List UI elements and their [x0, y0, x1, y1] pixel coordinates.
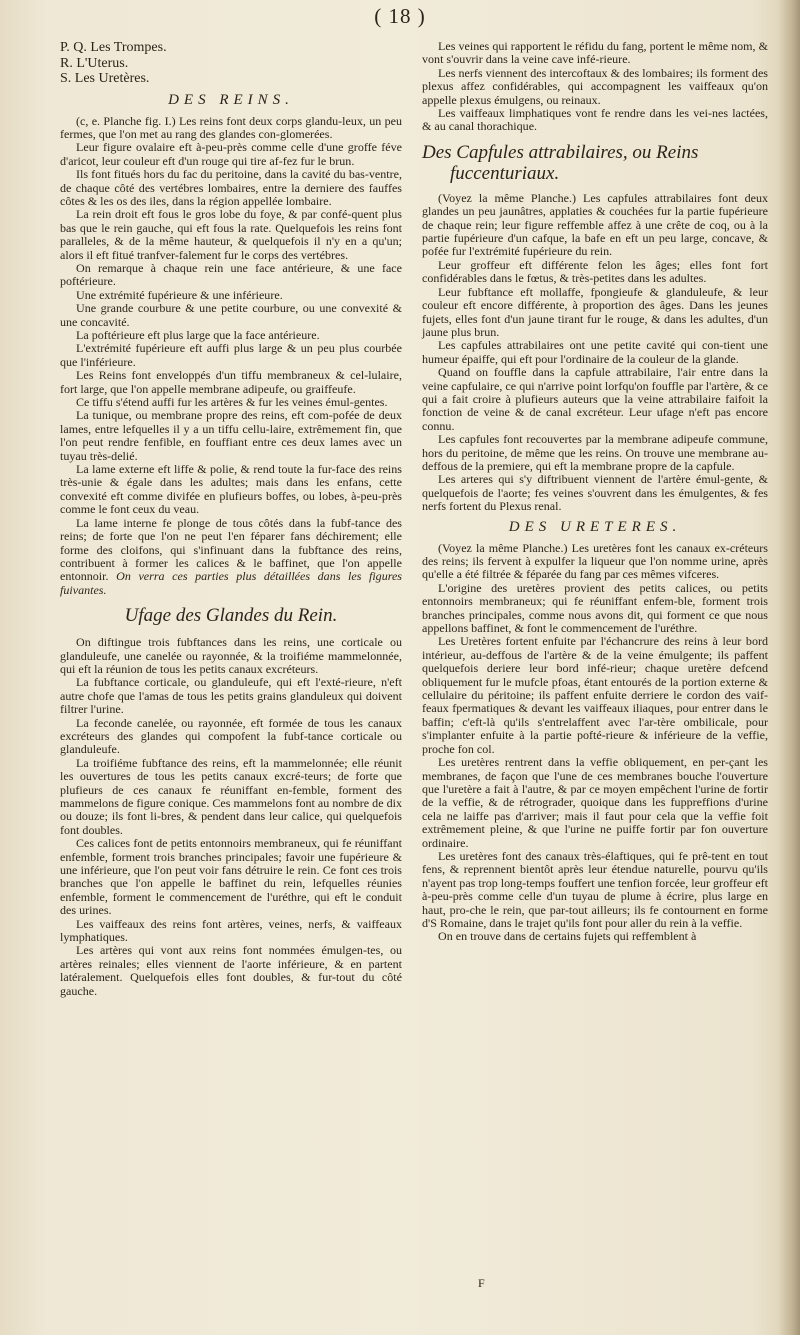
paragraph: Les veines qui rapportent le réfidu du fang, portent le même nom, & vont s'ouvrir dans la veine cave infé-rieure.	[422, 39, 768, 67]
paragraph: Ils font fitués hors du fac du peritoine, dans la cavité du bas-ventre, de chaque côté des vertébres lombaires, entre la derniere des fauffes côtes & les os des iles, dans la région appellée lombaire.	[60, 167, 402, 208]
paragraph: Les vaiffeaux limphatiques vont fe rendre dans les vei-nes lactées, & au canal thorachique.	[422, 106, 768, 134]
paragraph: On diftingue trois fubftances dans les reins, une corticale ou glanduleufe, une canelée ou rayonnée, & la troifiéme mammelonnée, qui eft la réunion de tous les petits canaux excréteurs.	[60, 635, 402, 676]
heading-usage-glandes: Ufage des Glandes du Rein.	[124, 605, 338, 627]
italic-note: On verra ces parties plus détaillées dans les figures fuivantes.	[60, 569, 402, 597]
legend-line-r: R. L'Uterus.	[60, 55, 129, 71]
paragraph: La lame externe eft liffe & polie, & rend toute la fur-face des reins très-unie & égale dans les adultes; mais dans les enfans, cette convexité eft comme divifée en plufieurs boffes, ou lobes, à-peu-près comme le font ceux du veau.	[60, 462, 402, 517]
paragraph: La rein droit eft fous le gros lobe du foye, & par confé-quent plus bas que le rein gauche, qui eft fous la rate. Quelquefois les reins font paralleles, & de la même hauteur, & quelquefois il n'y en a qu'un; alors il eft fitué tranfver-falement fur le corps des vertébres.	[60, 207, 402, 262]
paragraph: On remarque à chaque rein une face antérieure, & une face poftérieure.	[60, 260, 402, 289]
heading-des-ureteres: DES URETERES.	[508, 518, 682, 535]
paragraph: Les capfules font recouvertes par la membrane adipeufe commune, hors du peritoine, de même que les reins. On trouve une membrane au-deffous de la premiere, qui eft la membrane propre de la capfule.	[422, 432, 768, 473]
paragraph: Les uretères font des canaux très-élaftiques, qui fe prê-tent en tout fens, & reprennent bientôt après leur étendue naturelle, pourvu qu'ils n'ayent pas trop long-temps fouffert une tenfion forcée, leur groffeur eft à-peu-près comme celle d'un tuyau de plume à écrire, plus large en haut, pro-che le rein, que par-tout ailleurs; ils fe contournent en forme d'S Romaine, dans le trajet qu'ils font pour aller du rein à la veffie.	[422, 848, 768, 930]
paragraph: La troifiéme fubftance des reins, eft la mammelonnée; elle réunit les ouvertures de tous les petits canaux excré-teurs; de forte que plufieurs de ces canaux fe réuniffant en-femble, forment des mammelons de figure conique. Ces mammelons font au nombre de dix ou douze; ils font li-bres, & pendent dans leur calice, qui quelquefois font doubles.	[60, 755, 402, 837]
page-number: ( 18 )	[374, 4, 426, 28]
paragraph: Les capfules attrabilaires ont une petite cavité qui con-tient une humeur épaiffe, qui eft pour l'ordinaire de la couleur de la glande.	[422, 338, 768, 366]
paragraph: Les uretères rentrent dans la veffie obliquement, en per-çant les membranes, de façon que l'une de ces membranes bouche l'ouverture que l'uretère a fait à l'autre, & par ce moyen empêchent l'urine de fortir de la veffie, & de rétrograder, quoique dans les fuppreffions d'urine cela ne laiffe pas d'arriver; mais il faut pour cela que la veffie foit extrêmement pleine, & que l'urine ne puiffe fortir par fon ouverture ordinaire.	[422, 755, 768, 850]
paragraph: Ce tiffu s'étend auffi fur les artères & fur les veines émul-gentes.	[76, 395, 388, 410]
left-column	[60, 40, 402, 998]
paragraph: Les Uretères fortent enfuite par l'échancrure des reins à leur bord intérieur, au-deffous de l'artère & de la veine émulgente; ils paffent quelquefois deriere leur bord infé-rieur; chaque uretère defcend obliquement fur le mufcle pfoas, étant entourés de la portion externe & cellulaire du péritoine; ils paffent enfuite derriere le cordon des vaif-feaux fpermatiques & devant les vaiffeaux iliaques, pour entrer dans le baffin; c'eft-là qu'ils s'entrelaffent avec l'ar-tère ombilicale, pour s'implanter enfuite à la partie pofté-rieure & inférieure de la veffie, proche fon col.	[422, 634, 768, 756]
paragraph: Une extrémité fupérieure & une inférieure.	[76, 287, 283, 302]
paragraph: Les artères qui vont aux reins font nommées émulgen-tes, ou artères reinales; elles viennent de l'aorte inférieure, & en partent latéralement. Quelquefois elles font doubles, & fur-tout du côté gauche.	[60, 943, 402, 998]
paragraph: On en trouve dans de certains fujets qui reffemblent à	[438, 929, 697, 944]
paragraph: La fubftance corticale, ou glanduleufe, qui eft l'exté-rieure, n'eft autre chofe que l'amas de tous les petits grains glanduleux qui doivent filtrer l'urine.	[60, 675, 402, 717]
paragraph: Leur fubftance eft mollaffe, fpongieufe & glanduleufe, & leur couleur eft encore différente, à proportion des âges. Dans les jeunes fujets, elles font d'un jaune tirant fur le rouge, & dans les adultes, d'un jaune plus brun.	[422, 284, 768, 339]
paragraph: Leur groffeur eft différente felon les âges; elles font fort confidérables dans le fœtus, & très-petites dans les adultes.	[422, 257, 768, 286]
paragraph: Les vaiffeaux des reins font artères, veines, nerfs, & vaiffeaux lymphatiques.	[60, 916, 402, 945]
paragraph: Quand on fouffle dans la capfule attrabilaire, l'air entre dans la veine capfulaire, ce qui n'arrive point lorfqu'on fouffle par l'artère, & ce qui a fait croire à plufieurs auteurs que la veine attrabilaire faifoit la fonction de veine & de canal excréteur. Leur ufage n'eft pas encore connu.	[422, 365, 768, 433]
heading-capsules-line-2: fuccenturiaux.	[450, 162, 560, 184]
page-edge-shadow	[778, 0, 800, 1335]
paragraph: Les arteres qui s'y diftribuent viennent de l'artère émul-gente, & quelquefois de l'aorte; fes veines s'ouvrent dans les émulgentes, & fes nerfs fortent du Plexus renal.	[422, 472, 768, 514]
paragraph: (Voyez la même Planche.) Les capfules attrabilaires font deux glandes un peu jaunâtres, applaties & couchées fur la partie fupérieure de chaque rein; leur figure reffemble affez à une crête de coq, ou à la partie fupérieure d'un cafque, la bafe en eft un peu large, concave, & pofée fur l'extrémité fupérieure du rein.	[422, 190, 768, 259]
right-column	[422, 40, 768, 944]
paragraph: Les Reins font enveloppés d'un tiffu membraneux & cel-lulaire, fort large, que l'on appelle membrane adipeufe, ou graiffeufe.	[60, 368, 402, 396]
paragraph: Ces calices font de petits entonnoirs membraneux, qui fe réuniffant enfemble, forment trois branches principales; favoir une fupérieure & une inférieure, que l'on peut voir fans détruire le rein. Ce font ces trois branches que l'on appelle le baffinet du rein, lefquelles réunies enfemble, forment le commencement de l'uréthre, qui eft le conduit des urines.	[60, 836, 402, 918]
paragraph: La tunique, ou membrane propre des reins, eft com-pofée de deux lames, entre lefquelles il y a un tiffu cellu-laire, extrêmement fin, que l'on peut rendre fenfible, en fouffiant entre ces deux lames avec un tuyau très-delié.	[60, 408, 402, 463]
heading-des-reins: DES REINS.	[168, 91, 294, 108]
paragraph: L'extrémité fupérieure eft auffi plus large & un peu plus courbée que l'inférieure.	[60, 341, 402, 369]
paragraph: (Voyez la même Planche.) Les uretères font les canaux ex-créteurs des reins; ils fervent à expulfer la liqueur que l'on nomme urine, après qu'elle a été filtrée & féparée du fang par ces mêmes vifceres.	[422, 540, 768, 582]
paragraph: Les nerfs viennent des intercoftaux & des lombaires; ils forment des plexus affez confidérables, qui accompagnent les vaiffeaux qu'on appelle plexus émulgens, ou reinaux.	[422, 65, 768, 107]
legend-line-p-q: P. Q. Les Trompes.	[60, 40, 167, 55]
paragraph	[60, 517, 402, 597]
heading-capsules-line-1: Des Capfules attrabilaires, ou Reins	[422, 141, 699, 163]
heading-capsules	[422, 142, 768, 184]
paragraph: La feconde canelée, ou rayonnée, eft formée de tous les canaux excréteurs des glandes qui compofent la fubf-tance corticale ou glanduleufe.	[60, 715, 402, 757]
paragraph: La poftérieure eft plus large que la face antérieure.	[76, 328, 320, 342]
paragraph: Une grande courbure & une petite courbure, ou une convexité & une concavité.	[60, 301, 402, 329]
paragraph-text: La lame interne fe plonge de tous côtés dans la fubf-tance des reins; de forte que l'on ne peut l'en féparer fans déchirement; elle forme des cloifons, qui s'infinuant dans la fubftance des reins, contribuent à former les calices & le baffinet, que l'on appelle entonnoir.	[60, 515, 402, 584]
paragraph: (c, e. Planche fig. I.) Les reins font deux corps glandu-leux, un peu fermes, que l'on met au rang des glandes con-glomerées.	[60, 113, 402, 141]
signature-mark: F	[478, 1276, 485, 1290]
paragraph: L'origine des uretères provient des petits calices, ou petits entonnoirs membraneux; qui fe réuniffant enfem-ble, forment trois branches principales, comme nous avons dit, qui forment ce que nous appellons baffinet, & font le commencement de l'uréthre.	[422, 580, 768, 636]
legend-line-s: S. Les Uretères.	[60, 71, 150, 86]
paragraph: Leur figure ovalaire eft à-peu-près comme celle d'une groffe féve d'aricot, leur couleur eft d'un rouge qui tire af-fez fur le brun.	[60, 140, 402, 168]
